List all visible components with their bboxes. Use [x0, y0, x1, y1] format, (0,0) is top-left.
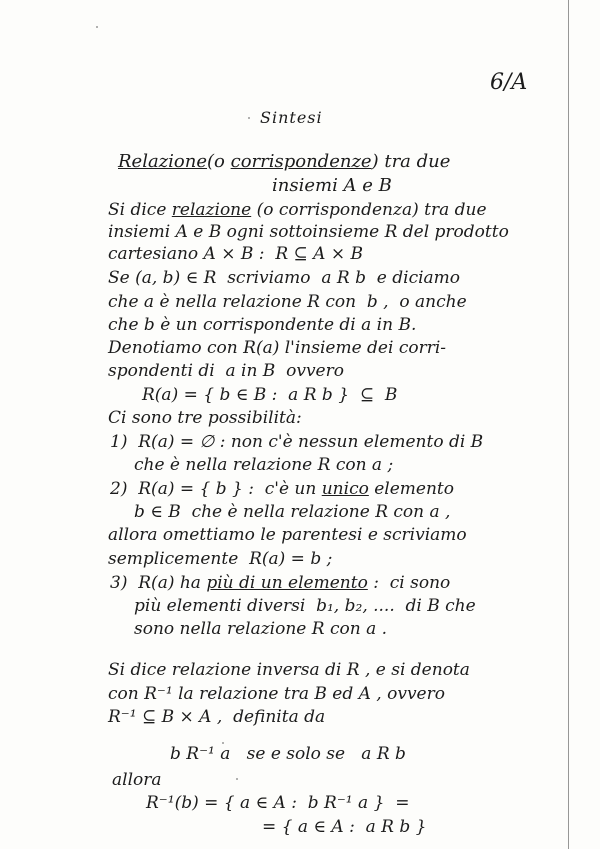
- notation-line-2: che a è nella relazione R con b , o anche: [108, 292, 467, 312]
- paper-speck: [236, 778, 238, 780]
- inverse-formula-line-2: = { a ∈ A : a R b }: [262, 817, 427, 837]
- definition-text: (o corrispondenza) tra due: [251, 200, 487, 220]
- notation-line-1: Se (a, b) ∈ R scriviamo a R b e diciamo: [108, 268, 461, 288]
- cases-intro: Ci sono tre possibilità:: [108, 408, 302, 428]
- section-label: Sintesi: [260, 108, 323, 127]
- right-margin-line: [568, 0, 569, 849]
- title-word-relazione: Relazione: [118, 151, 208, 172]
- notation-line-4: Denotiamo con R(a) l'insieme dei corri-: [108, 338, 447, 358]
- case-3-underlined-phrase: più di un elemento: [206, 573, 368, 593]
- title-word-corrispondenze: corrispondenze: [230, 151, 372, 172]
- page-number: 6/A: [490, 70, 528, 95]
- case-2-line-4: semplicemente R(a) = b ;: [108, 549, 333, 569]
- title-line-1: [118, 152, 450, 172]
- title-paren-open: (o: [207, 151, 231, 172]
- definition-line-1: [108, 200, 487, 220]
- paper-speck: [248, 117, 250, 119]
- case-3-text: : ci sono: [367, 573, 451, 593]
- inverse-definition-formula: b R⁻¹ a se e solo se a R b: [170, 744, 406, 764]
- case-1-line-1: 1) R(a) = ∅ : non c'è nessun elemento di B: [110, 432, 484, 452]
- case-2-line-2: b ∈ B che è nella relazione R con a ,: [134, 502, 451, 522]
- notation-formula: R(a) = { b ∈ B : a R b } ⊆ B: [142, 385, 398, 405]
- inverse-line-3: R⁻¹ ⊆ B × A , definita da: [108, 707, 326, 727]
- case-2-underlined-word: unico: [321, 479, 369, 499]
- inverse-line-1: Si dice relazione inversa di R , e si denota: [108, 660, 470, 680]
- case-2-line-3: allora omettiamo le parentesi e scriviamo: [108, 525, 467, 545]
- definition-term: relazione: [171, 200, 252, 220]
- paper-speck: [96, 26, 98, 28]
- case-3-line-1: [110, 573, 450, 593]
- inverse-formula-line-1: R⁻¹(b) = { a ∈ A : b R⁻¹ a } =: [146, 793, 410, 813]
- notation-line-5: spondenti di a in B ovvero: [108, 361, 344, 381]
- notation-line-3: che b è un corrispondente di a in B.: [108, 315, 417, 335]
- title-paren-close: ) tra due: [371, 151, 451, 172]
- case-2-text: elemento: [368, 479, 454, 499]
- case-3-text: 3) R(a) ha: [110, 573, 207, 593]
- case-3-line-2: più elementi diversi b₁, b₂, .... di B che: [134, 596, 476, 616]
- inverse-allora: allora: [112, 770, 162, 790]
- case-3-line-3: sono nella relazione R con a .: [134, 619, 388, 639]
- case-2-text: 2) R(a) = { b } : c'è un: [110, 479, 322, 499]
- definition-line-2: insiemi A e B ogni sottoinsieme R del prodotto: [108, 222, 509, 242]
- case-2-line-1: [110, 479, 454, 499]
- definition-line-3: cartesiano A × B : R ⊆ A × B: [108, 244, 363, 264]
- inverse-line-2: con R⁻¹ la relazione tra B ed A , ovvero: [108, 684, 445, 704]
- title-line-2: insiemi A e B: [272, 175, 392, 196]
- definition-text: Si dice: [108, 200, 172, 220]
- case-1-line-2: che è nella relazione R con a ;: [134, 455, 394, 475]
